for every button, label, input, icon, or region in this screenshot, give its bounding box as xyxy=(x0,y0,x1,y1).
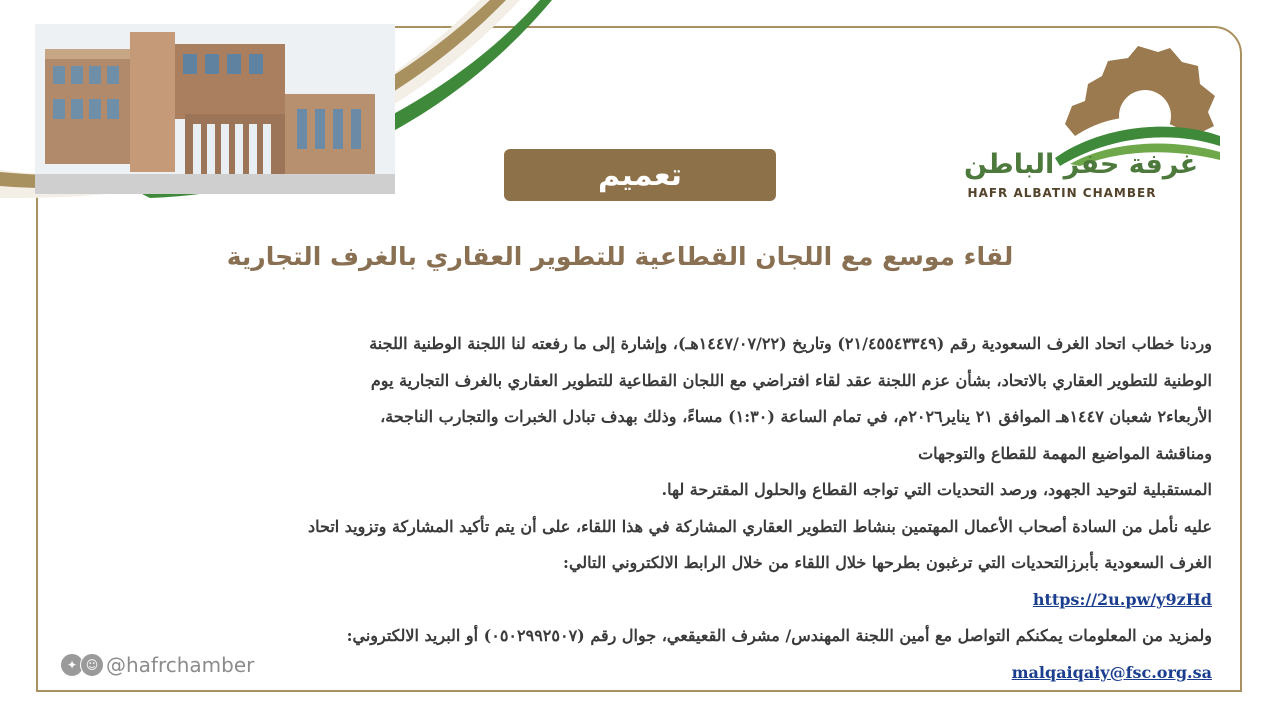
announcement-title: لقاء موسع مع اللجان القطاعية للتطوير العقاري بالغرف التجارية xyxy=(226,242,1014,271)
contact-line: ولمزيد من المعلومات يمكنكم التواصل مع أمين اللجنة المهندس/ مشرف القعيقعي، جوال رقم (٠٥٠٢٩٩٢٥٠٧) أو البريد الالكتروني: xyxy=(346,626,1212,645)
snapchat-icon: ☺ xyxy=(80,653,104,677)
twitter-icon: ✦ xyxy=(60,653,84,677)
registration-link[interactable]: https://2u.pw/y9zHd xyxy=(1032,589,1212,609)
chamber-logo-icon xyxy=(1050,46,1220,166)
chamber-building-image xyxy=(35,24,395,194)
social-handle: @hafrchamber xyxy=(106,653,255,677)
announcement-body xyxy=(40,326,1212,691)
body-line: الوطنية للتطوير العقاري بالاتحاد، بشأن عزم اللجنة عقد لقاء افتراضي مع اللجان القطاعية للتطوير العقاري بالغرف التجارية يوم xyxy=(370,370,1212,390)
body-line: الأربعاء٢ شعبان ١٤٤٧هـ الموافق ٢١ يناير٢٠٢٦م، في تمام الساعة (١:٣٠) مساءً، وذلك بهدف تبادل الخبرات والتجارب الناجحة، xyxy=(380,407,1212,426)
body-line: وردنا خطاب اتحاد الغرف السعودية رقم (٢١/٤٥٥٤٣٣٤٩) وتاريخ (١٤٤٧/٠٧/٢٢هـ)، وإشارة إلى ما رفعته لنا اللجنة الوطنية اللجنة xyxy=(369,334,1212,353)
logo-text-english: HAFR ALBATIN CHAMBER xyxy=(967,186,1157,200)
body-line: ومناقشة المواضيع المهمة للقطاع والتوجهات xyxy=(918,443,1212,463)
contact-email-link[interactable]: malqaiqaiy@fsc.org.sa xyxy=(1011,662,1212,682)
body-line: عليه نأمل من السادة أصحاب الأعمال المهتمين بنشاط التطوير العقاري المشاركة في هذا اللقاء، على أن يتم تأكيد المشاركة وتزويد اتحاد xyxy=(307,516,1212,536)
body-line: الغرف السعودية بأبرزالتحديات التي ترغبون بطرحها خلال اللقاء من خلال الرابط الالكتروني التالي: xyxy=(563,553,1212,572)
social-icons xyxy=(60,653,100,677)
logo-text-arabic: غرفة حفر الباطن xyxy=(963,149,1199,180)
social-handle-group xyxy=(60,650,254,680)
circular-badge: تعميم xyxy=(504,149,776,201)
body-line: المستقبلية لتوحيد الجهود، ورصد التحديات التي تواجه القطاع والحلول المقترحة لها. xyxy=(661,480,1212,499)
body-line-link xyxy=(40,582,1212,619)
